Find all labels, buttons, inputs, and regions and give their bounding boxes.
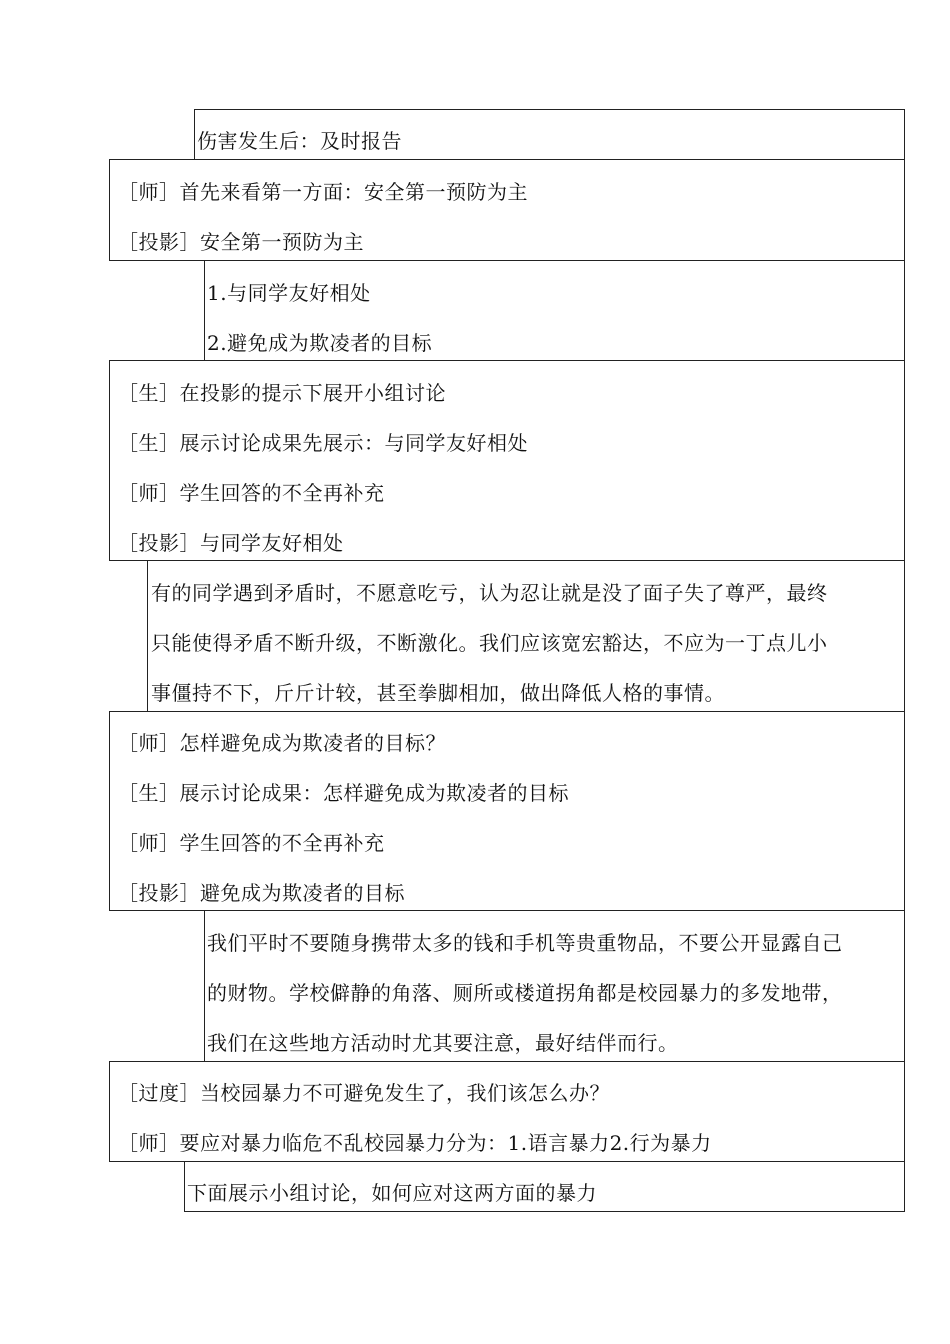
text-line: ［师］怎样避免成为欺凌者的目标？ [118, 731, 446, 755]
text-line: ［生］展示讨论成果先展示：与同学友好相处 [118, 431, 528, 455]
text-line: 伤害发生后：及时报告 [197, 129, 402, 153]
text-line: 1.与同学友好相处 [207, 281, 371, 305]
text-line: 事僵持不下，斤斤计较，甚至拳脚相加，做出降低人格的事情。 [151, 681, 725, 705]
text-line: ［投影］避免成为欺凌者的目标 [118, 881, 405, 905]
text-line: ［师］学生回答的不全再补充 [118, 831, 385, 855]
text-line: 的财物。学校僻静的角落、厕所或楼道拐角都是校园暴力的多发地带， [207, 981, 843, 1005]
text-line: ［师］要应对暴力临危不乱校园暴力分为：1.语言暴力2.行为暴力 [118, 1131, 712, 1155]
text-line: 我们在这些地方活动时尤其要注意，最好结伴而行。 [207, 1031, 679, 1055]
text-line: ［投影］与同学友好相处 [118, 531, 344, 555]
text-line: ［生］在投影的提示下展开小组讨论 [118, 381, 446, 405]
text-line: 我们平时不要随身携带太多的钱和手机等贵重物品，不要公开显露自己 [207, 931, 843, 955]
text-line: 只能使得矛盾不断升级，不断激化。我们应该宽宏豁达，不应为一丁点儿小 [151, 631, 828, 655]
text-line: ［生］展示讨论成果：怎样避免成为欺凌者的目标 [118, 781, 569, 805]
text-line: ［师］学生回答的不全再补充 [118, 481, 385, 505]
text-line: ［师］首先来看第一方面：安全第一预防为主 [118, 180, 528, 204]
text-line: 有的同学遇到矛盾时，不愿意吃亏，认为忍让就是没了面子失了尊严，最终 [151, 581, 828, 605]
text-line: ［过度］当校园暴力不可避免发生了，我们该怎么办？ [118, 1081, 610, 1105]
text-line: 2.避免成为欺凌者的目标 [207, 331, 433, 355]
text-line: 下面展示小组讨论，如何应对这两方面的暴力 [187, 1181, 597, 1205]
text-line: ［投影］安全第一预防为主 [118, 230, 364, 254]
